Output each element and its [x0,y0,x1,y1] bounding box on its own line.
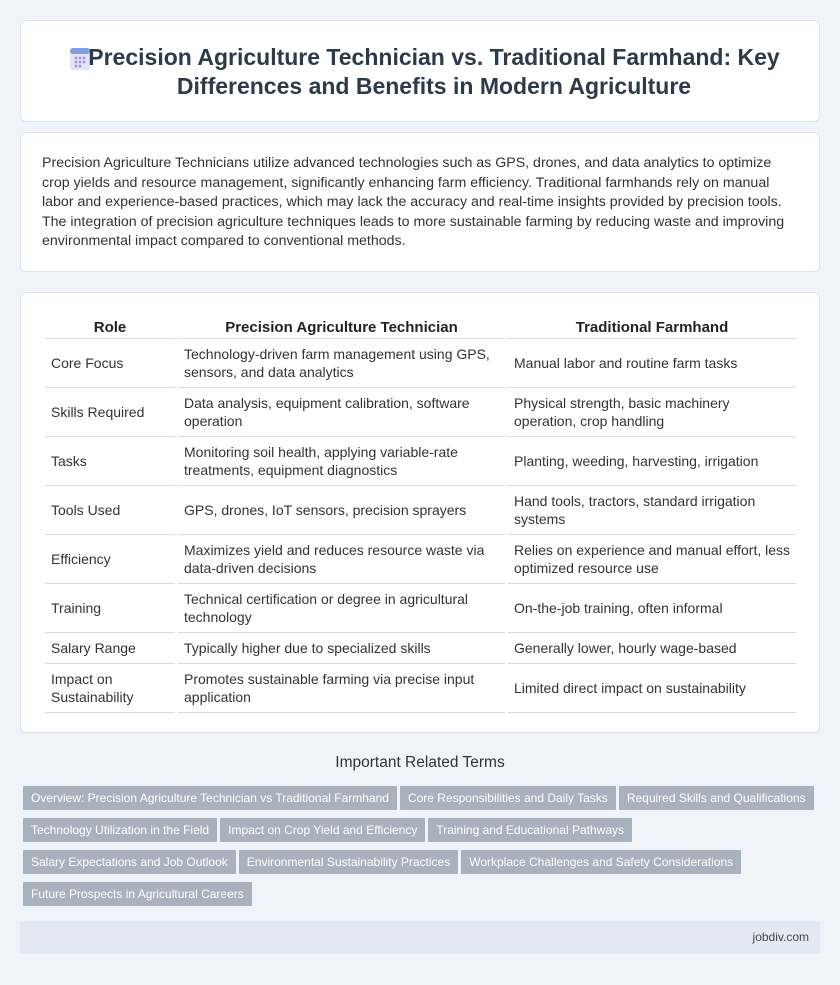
table-row [45,388,796,437]
related-term-tag[interactable]: Training and Educational Pathways [428,818,632,842]
table-cell: Planting, weeding, harvesting, irrigation [508,437,796,486]
table-cell: Salary Range [45,633,175,664]
footer [20,921,820,954]
table-cell: Technology-driven farm management using GPS, sensors, and data analytics [178,339,505,388]
related-term-tag[interactable]: Workplace Challenges and Safety Considerations [461,850,741,874]
page-title: Precision Agriculture Technician vs. Traditional Farmhand: Key Differences and Benefits in Modern Agriculture [88,44,780,99]
related-term-tag[interactable]: Impact on Crop Yield and Efficiency [220,818,425,842]
related-term-tag[interactable]: Core Responsibilities and Daily Tasks [400,786,616,810]
table-row [45,339,796,388]
table-cell: GPS, drones, IoT sensors, precision sprayers [178,486,505,535]
column-header-farmhand: Traditional Farmhand [508,313,796,339]
table-row [45,633,796,664]
table-cell: Data analysis, equipment calibration, software operation [178,388,505,437]
related-term-tag[interactable]: Future Prospects in Agricultural Careers [23,882,252,906]
table-cell: On-the-job training, often informal [508,584,796,633]
comparison-table [42,313,799,713]
table-cell: Core Focus [45,339,175,388]
table-cell: Impact on Sustainability [45,664,175,713]
table-cell: Hand tools, tractors, standard irrigation systems [508,486,796,535]
related-term-tag[interactable]: Salary Expectations and Job Outlook [23,850,236,874]
table-cell: Maximizes yield and reduces resource waste via data-driven decisions [178,535,505,584]
column-header-role: Role [45,313,175,339]
table-row [45,535,796,584]
table-cell: Physical strength, basic machinery operation, crop handling [508,388,796,437]
related-term-tag[interactable]: Technology Utilization in the Field [23,818,217,842]
table-cell: Typically higher due to specialized skills [178,633,505,664]
table-cell: Skills Required [45,388,175,437]
table-cell: Tasks [45,437,175,486]
comparison-table-card [20,292,820,733]
intro-card [20,132,820,272]
footer-site-link[interactable]: jobdiv.com [752,930,809,944]
title-card [20,20,820,122]
column-header-technician: Precision Agriculture Technician [178,313,505,339]
table-cell: Promotes sustainable farming via precise input application [178,664,505,713]
table-cell: Monitoring soil health, applying variable-rate treatments, equipment diagnostics [178,437,505,486]
related-term-tag[interactable]: Environmental Sustainability Practices [239,850,458,874]
related-term-tag[interactable]: Overview: Precision Agriculture Technician vs Traditional Farmhand [23,786,397,810]
table-row [45,486,796,535]
related-terms-heading: Important Related Terms [335,754,505,771]
table-cell: Limited direct impact on sustainability [508,664,796,713]
related-terms-list [23,786,823,914]
table-cell: Tools Used [45,486,175,535]
related-term-tag[interactable]: Required Skills and Qualifications [619,786,814,810]
table-cell: Generally lower, hourly wage-based [508,633,796,664]
table-cell: Manual labor and routine farm tasks [508,339,796,388]
table-cell: Technical certification or degree in agricultural technology [178,584,505,633]
table-header-row [45,313,796,339]
table-row [45,437,796,486]
intro-paragraph: Precision Agriculture Technicians utilize advanced technologies such as GPS, drones, and data analytics to optimize crop yields and resource management, significantly enhancing farm efficiency. Traditional farmhands rely on manual labor and experience-based practices, which may lack the accuracy and real-time insights provided by precision tools. The integration of precision agriculture techniques leads to more sustainable farming by reducing waste and improving environmental impact compared to conventional methods. [42,155,785,250]
table-cell: Efficiency [45,535,175,584]
table-row [45,584,796,633]
table-cell: Training [45,584,175,633]
table-cell: Relies on experience and manual effort, less optimized resource use [508,535,796,584]
table-row [45,664,796,713]
